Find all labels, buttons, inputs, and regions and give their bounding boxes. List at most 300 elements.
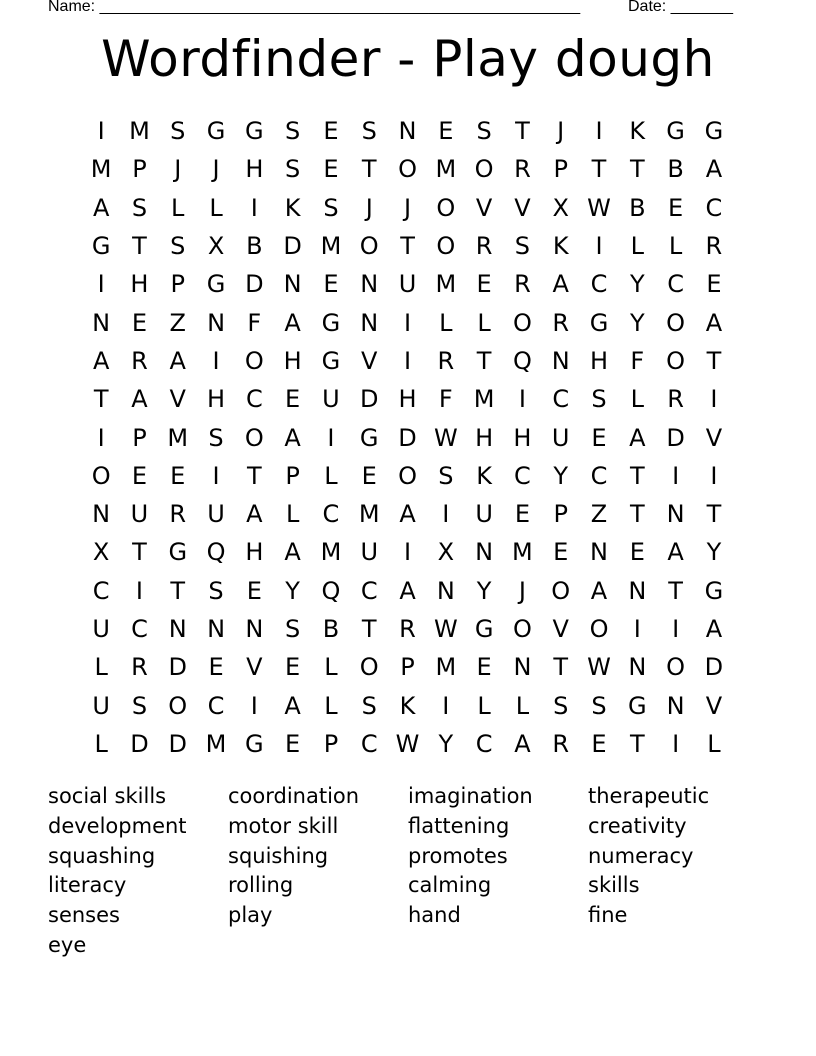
grid-letter[interactable]: S xyxy=(591,385,607,414)
grid-letter[interactable]: M xyxy=(320,538,342,567)
grid-letter[interactable]: K xyxy=(399,691,416,720)
grid-letter[interactable]: T xyxy=(706,346,722,375)
grid-letter[interactable]: O xyxy=(551,576,571,605)
grid-letter[interactable]: P xyxy=(170,270,185,299)
grid-letter[interactable]: L xyxy=(477,691,491,720)
grid-letter[interactable]: L xyxy=(630,385,644,414)
grid-letter[interactable]: U xyxy=(398,270,417,299)
grid-letter[interactable]: C xyxy=(360,576,378,605)
grid-letter[interactable]: S xyxy=(553,691,569,720)
grid-letter[interactable]: O xyxy=(512,308,532,337)
grid-letter[interactable]: J xyxy=(365,193,373,222)
grid-letter[interactable]: C xyxy=(207,691,225,720)
grid-letter[interactable]: G xyxy=(589,308,609,337)
grid-letter[interactable]: E xyxy=(668,193,684,222)
grid-letter[interactable]: A xyxy=(705,615,723,643)
grid-letter[interactable]: M xyxy=(435,155,457,184)
grid-letter[interactable]: T xyxy=(591,155,607,184)
grid-letter[interactable]: D xyxy=(168,653,187,682)
grid-letter[interactable]: J xyxy=(174,155,182,184)
grid-letter[interactable]: I xyxy=(518,385,526,414)
grid-letter[interactable]: L xyxy=(209,193,223,222)
grid-letter[interactable]: H xyxy=(283,346,302,375)
grid-letter[interactable]: T xyxy=(132,538,147,567)
word-list-item: imagination xyxy=(408,784,533,808)
grid-letter[interactable]: O xyxy=(359,232,379,261)
grid-letter[interactable]: Y xyxy=(476,576,492,605)
grid-letter[interactable]: G xyxy=(245,117,264,146)
grid-letter[interactable]: S xyxy=(131,193,148,222)
grid-letter[interactable]: N xyxy=(666,500,685,529)
grid-letter[interactable]: Y xyxy=(706,538,722,567)
grid-letter[interactable]: M xyxy=(358,500,380,529)
grid-letter[interactable]: L xyxy=(171,193,185,222)
grid-letter[interactable]: L xyxy=(94,729,108,758)
grid-letter[interactable]: T xyxy=(93,385,109,414)
grid-letter[interactable]: N xyxy=(360,270,379,299)
grid-letter[interactable]: S xyxy=(285,117,301,146)
grid-letter[interactable]: E xyxy=(285,729,301,758)
grid-letter[interactable]: V xyxy=(475,193,493,222)
grid-letter[interactable]: G xyxy=(91,232,111,261)
grid-letter[interactable]: T xyxy=(706,500,722,529)
grid-letter[interactable]: A xyxy=(92,193,110,222)
grid-letter[interactable]: G xyxy=(628,691,647,720)
grid-letter[interactable]: G xyxy=(321,346,341,375)
grid-letter[interactable]: Q xyxy=(512,346,532,375)
grid-letter[interactable]: O xyxy=(666,653,686,682)
grid-letter[interactable]: O xyxy=(359,653,379,682)
grid-letter[interactable]: H xyxy=(513,423,532,452)
grid-letter[interactable]: P xyxy=(285,461,300,490)
grid-letter[interactable]: F xyxy=(630,346,645,375)
grid-letter[interactable]: I xyxy=(710,385,718,414)
grid-letter[interactable]: I xyxy=(403,538,412,567)
grid-letter[interactable]: T xyxy=(515,117,530,146)
grid-letter[interactable]: S xyxy=(170,117,186,146)
grid-letter[interactable]: R xyxy=(131,346,148,375)
grid-letter[interactable]: Z xyxy=(169,308,186,337)
grid-letter[interactable]: A xyxy=(705,308,723,337)
grid-letter[interactable]: G xyxy=(206,270,226,299)
grid-letter[interactable]: E xyxy=(706,270,722,299)
letter-grid xyxy=(82,112,734,758)
grid-letter[interactable]: P xyxy=(553,500,568,529)
grid-letter[interactable]: O xyxy=(589,615,609,643)
grid-letter[interactable]: C xyxy=(322,500,340,529)
grid-letter[interactable]: O xyxy=(512,615,532,643)
grid-letter[interactable]: L xyxy=(630,232,644,261)
grid-letter[interactable]: C xyxy=(590,461,608,490)
grid-letter[interactable]: O xyxy=(168,691,188,720)
grid-letter[interactable]: S xyxy=(323,193,339,222)
grid-letter[interactable]: C xyxy=(245,385,263,414)
grid-letter[interactable]: T xyxy=(629,500,645,529)
grid-letter[interactable]: A xyxy=(590,576,608,605)
grid-letter[interactable]: Y xyxy=(629,270,645,299)
grid-letter[interactable]: L xyxy=(324,461,338,490)
grid-letter[interactable]: V xyxy=(169,385,186,414)
grid-letter[interactable]: L xyxy=(324,653,338,682)
grid-letter[interactable]: P xyxy=(132,423,147,452)
grid-letter[interactable]: I xyxy=(710,461,718,490)
grid-letter[interactable]: H xyxy=(589,346,609,375)
grid-letter[interactable]: C xyxy=(131,615,148,643)
grid-letter[interactable]: R xyxy=(514,270,531,299)
grid-letter[interactable]: I xyxy=(403,308,412,337)
grid-letter[interactable]: T xyxy=(361,155,377,184)
grid-letter[interactable]: C xyxy=(667,270,684,299)
grid-letter[interactable]: I xyxy=(250,193,258,222)
grid-letter[interactable]: B xyxy=(629,193,646,222)
grid-letter[interactable]: L xyxy=(707,729,721,758)
grid-letter[interactable]: E xyxy=(131,461,148,490)
grid-letter[interactable]: I xyxy=(633,615,641,643)
grid-row xyxy=(82,189,734,227)
grid-letter[interactable]: L xyxy=(324,691,338,720)
grid-letter[interactable]: L xyxy=(515,691,530,720)
grid-letter[interactable]: T xyxy=(629,155,645,184)
grid-letter[interactable]: N xyxy=(283,270,302,299)
grid-letter[interactable]: C xyxy=(705,193,723,222)
grid-letter[interactable]: I xyxy=(672,615,680,643)
grid-letter[interactable]: R xyxy=(514,155,531,184)
grid-letter[interactable]: N xyxy=(628,576,647,605)
grid-letter[interactable]: A xyxy=(284,423,301,452)
grid-letter[interactable]: G xyxy=(321,308,341,337)
grid-letter[interactable]: R xyxy=(552,729,570,758)
grid-letter[interactable]: E xyxy=(285,653,301,682)
grid-letter[interactable]: S xyxy=(361,691,377,720)
grid-letter[interactable]: N xyxy=(245,615,264,643)
grid-letter[interactable]: T xyxy=(629,729,645,758)
grid-letter[interactable]: O xyxy=(666,308,686,337)
grid-letter[interactable]: L xyxy=(439,308,453,337)
grid-letter[interactable]: W xyxy=(587,653,611,682)
grid-letter[interactable]: U xyxy=(322,385,340,414)
grid-letter[interactable]: C xyxy=(514,461,531,490)
grid-letter[interactable]: N xyxy=(551,346,570,375)
grid-letter[interactable]: E xyxy=(285,385,301,414)
grid-letter[interactable]: O xyxy=(666,346,686,375)
grid-letter[interactable]: G xyxy=(359,423,379,452)
grid-letter[interactable]: M xyxy=(435,270,457,299)
grid-letter[interactable]: T xyxy=(400,232,415,261)
grid-letter[interactable]: U xyxy=(92,691,110,720)
grid-letter[interactable]: S xyxy=(361,117,377,146)
grid-letter[interactable]: T xyxy=(361,615,377,643)
grid-letter[interactable]: E xyxy=(170,461,186,490)
grid-letter[interactable]: A xyxy=(667,538,684,567)
grid-letter[interactable]: C xyxy=(552,385,570,414)
grid-letter[interactable]: X xyxy=(207,232,225,261)
grid-letter[interactable]: B xyxy=(246,232,263,261)
grid-letter[interactable]: P xyxy=(400,653,415,682)
grid-letter[interactable]: G xyxy=(666,117,685,146)
grid-letter[interactable]: D xyxy=(398,423,417,452)
grid-letter[interactable]: E xyxy=(476,270,492,299)
grid-letter[interactable]: J xyxy=(518,576,526,605)
date-field[interactable]: Date: _______ xyxy=(628,0,733,15)
grid-letter[interactable]: A xyxy=(284,538,301,567)
grid-letter[interactable]: D xyxy=(283,232,302,261)
grid-letter[interactable]: B xyxy=(667,155,684,184)
grid-letter[interactable]: E xyxy=(514,500,530,529)
grid-letter[interactable]: Y xyxy=(629,308,645,337)
grid-letter[interactable]: A xyxy=(246,500,263,529)
grid-letter[interactable]: H xyxy=(130,270,149,299)
grid-letter[interactable]: S xyxy=(591,691,607,720)
grid-letter[interactable]: H xyxy=(398,385,417,414)
grid-letter[interactable]: C xyxy=(475,729,493,758)
grid-letter[interactable]: A xyxy=(92,346,110,375)
grid-letter[interactable]: S xyxy=(438,461,454,490)
grid-letter[interactable]: A xyxy=(284,691,301,720)
grid-letter[interactable]: H xyxy=(245,538,264,567)
grid-letter[interactable]: A xyxy=(629,423,646,452)
grid-letter[interactable]: H xyxy=(475,423,494,452)
grid-letter[interactable]: O xyxy=(398,461,417,490)
grid-letter[interactable]: O xyxy=(244,423,264,452)
grid-letter[interactable]: I xyxy=(327,423,335,452)
grid-letter[interactable]: I xyxy=(672,461,680,490)
grid-letter[interactable]: R xyxy=(705,232,723,261)
grid-letter[interactable]: H xyxy=(207,385,226,414)
grid-letter[interactable]: F xyxy=(247,308,262,337)
grid-row xyxy=(82,495,734,533)
grid-letter[interactable]: C xyxy=(92,576,110,605)
grid-letter[interactable]: H xyxy=(245,155,264,184)
grid-letter[interactable]: S xyxy=(285,615,301,643)
grid-letter[interactable]: I xyxy=(250,691,258,720)
grid-letter[interactable]: U xyxy=(360,538,379,567)
grid-letter[interactable]: F xyxy=(438,385,453,414)
grid-letter[interactable]: I xyxy=(135,576,143,605)
grid-letter[interactable]: Y xyxy=(553,461,569,490)
grid-letter[interactable]: Q xyxy=(206,538,226,567)
grid-letter[interactable]: R xyxy=(437,346,455,375)
grid-letter[interactable]: I xyxy=(442,691,450,720)
grid-letter[interactable]: I xyxy=(442,500,450,529)
grid-letter[interactable]: O xyxy=(436,232,456,261)
grid-letter[interactable]: L xyxy=(668,232,683,261)
grid-letter[interactable]: N xyxy=(168,615,187,643)
grid-letter[interactable]: X xyxy=(437,538,455,567)
grid-letter[interactable]: G xyxy=(704,117,724,146)
grid-letter[interactable]: T xyxy=(668,576,683,605)
grid-letter[interactable]: E xyxy=(591,423,607,452)
grid-letter[interactable]: L xyxy=(285,500,300,529)
grid-letter[interactable]: N xyxy=(360,308,379,337)
grid-letter[interactable]: A xyxy=(399,500,416,529)
grid-letter[interactable]: V xyxy=(361,346,378,375)
grid-letter[interactable]: L xyxy=(477,308,491,337)
grid-letter[interactable]: E xyxy=(323,117,339,146)
grid-letter[interactable]: A xyxy=(399,576,416,605)
grid-letter[interactable]: J xyxy=(212,155,220,184)
grid-letter[interactable]: G xyxy=(168,538,188,567)
grid-row xyxy=(82,227,734,265)
grid-letter[interactable]: J xyxy=(403,193,412,222)
grid-letter[interactable]: T xyxy=(553,653,569,682)
grid-letter[interactable]: D xyxy=(245,270,264,299)
grid-letter[interactable]: A xyxy=(552,270,569,299)
word-list-item: coordination xyxy=(228,784,360,808)
grid-letter[interactable]: Y xyxy=(285,576,300,605)
grid-letter[interactable]: K xyxy=(476,461,492,490)
grid-letter[interactable]: D xyxy=(666,423,685,452)
grid-letter[interactable]: A xyxy=(131,385,148,414)
grid-letter[interactable]: I xyxy=(403,346,412,375)
grid-letter[interactable]: I xyxy=(97,270,105,299)
grid-letter[interactable]: E xyxy=(323,155,339,184)
grid-letter[interactable]: U xyxy=(207,500,225,529)
grid-letter[interactable]: E xyxy=(629,538,645,567)
grid-letter[interactable]: A xyxy=(284,308,301,337)
grid-letter[interactable]: I xyxy=(97,423,105,452)
grid-letter[interactable]: D xyxy=(168,729,187,758)
grid-letter[interactable]: O xyxy=(436,193,456,222)
grid-letter[interactable]: O xyxy=(244,346,264,375)
grid-letter[interactable]: I xyxy=(595,117,603,146)
grid-letter[interactable]: T xyxy=(476,346,492,375)
grid-letter[interactable]: E xyxy=(208,653,224,682)
grid-letter[interactable]: N xyxy=(513,653,532,682)
grid-letter[interactable]: O xyxy=(474,155,494,184)
grid-letter[interactable]: K xyxy=(552,232,569,261)
grid-letter[interactable]: E xyxy=(476,653,492,682)
grid-letter[interactable]: R xyxy=(475,232,493,261)
grid-letter[interactable]: R xyxy=(667,385,684,414)
grid-letter[interactable]: U xyxy=(130,500,149,529)
grid-letter[interactable]: M xyxy=(90,155,112,184)
grid-letter[interactable]: K xyxy=(629,117,646,146)
grid-letter[interactable]: S xyxy=(514,232,531,261)
grid-letter[interactable]: E xyxy=(438,117,454,146)
grid-letter[interactable]: M xyxy=(167,423,189,452)
grid-letter[interactable]: X xyxy=(92,538,110,567)
grid-letter[interactable]: O xyxy=(398,155,417,184)
grid-letter[interactable]: S xyxy=(208,423,224,452)
grid-letter[interactable]: N xyxy=(92,308,111,337)
grid-letter[interactable]: E xyxy=(591,729,607,758)
grid-letter[interactable]: B xyxy=(322,615,340,643)
grid-letter[interactable]: W xyxy=(433,615,458,643)
word-list-item: promotes xyxy=(408,843,508,868)
grid-letter[interactable]: J xyxy=(557,117,565,146)
grid-letter[interactable]: I xyxy=(212,461,220,490)
grid-letter[interactable]: E xyxy=(246,576,262,605)
grid-letter[interactable]: M xyxy=(512,538,533,567)
grid-letter[interactable]: N xyxy=(398,117,417,146)
grid-letter[interactable]: V xyxy=(246,653,263,682)
grid-letter[interactable]: W xyxy=(433,423,458,452)
name-field[interactable]: Name: ______________________________________________________ xyxy=(48,0,581,15)
grid-letter[interactable]: A xyxy=(705,155,723,184)
grid-letter[interactable]: L xyxy=(94,653,108,682)
grid-letter[interactable]: N xyxy=(207,308,226,337)
grid-letter[interactable]: Y xyxy=(438,729,454,758)
grid-letter[interactable]: O xyxy=(91,461,111,490)
grid-row xyxy=(82,380,734,418)
grid-letter[interactable]: A xyxy=(514,729,531,758)
grid-letter[interactable]: R xyxy=(399,615,416,643)
grid-letter[interactable]: U xyxy=(92,615,110,643)
grid-letter[interactable]: M xyxy=(129,117,150,146)
word-list-item: flattening xyxy=(408,813,510,838)
grid-letter[interactable]: V xyxy=(514,193,531,222)
grid-letter[interactable]: E xyxy=(553,538,569,567)
grid-letter[interactable]: W xyxy=(587,193,611,222)
grid-letter[interactable]: M xyxy=(320,232,342,261)
grid-letter[interactable]: T xyxy=(247,461,262,490)
grid-letter[interactable]: N xyxy=(475,538,494,567)
grid-letter[interactable]: N xyxy=(92,500,111,529)
grid-letter[interactable]: P xyxy=(132,155,147,184)
grid-letter[interactable]: Q xyxy=(321,576,341,605)
grid-letter[interactable]: G xyxy=(474,615,494,643)
grid-letter[interactable]: T xyxy=(132,232,147,261)
grid-letter[interactable]: T xyxy=(629,461,645,490)
grid-letter[interactable]: T xyxy=(170,576,186,605)
grid-letter[interactable]: M xyxy=(205,729,227,758)
grid-letter[interactable]: R xyxy=(131,653,148,682)
grid-letter[interactable]: I xyxy=(97,117,105,146)
grid-letter[interactable]: Z xyxy=(590,500,608,529)
grid-letter[interactable]: G xyxy=(206,117,226,146)
grid-letter[interactable]: S xyxy=(170,232,186,261)
grid-letter[interactable]: G xyxy=(704,576,724,605)
grid-letter[interactable]: P xyxy=(553,155,568,184)
grid-letter[interactable]: S xyxy=(208,576,224,605)
grid-letter[interactable]: S xyxy=(285,155,301,184)
grid-letter[interactable]: E xyxy=(323,270,339,299)
grid-letter[interactable]: U xyxy=(551,423,570,452)
grid-letter[interactable]: M xyxy=(435,653,457,682)
grid-letter[interactable]: U xyxy=(475,500,493,529)
grid-letter[interactable]: C xyxy=(360,729,378,758)
grid-letter[interactable]: I xyxy=(595,232,603,261)
grid-letter[interactable]: I xyxy=(212,346,220,375)
grid-letter[interactable]: A xyxy=(169,346,186,375)
grid-letter[interactable]: P xyxy=(323,729,339,758)
grid-letter[interactable]: V xyxy=(705,691,723,720)
grid-letter[interactable]: N xyxy=(666,691,685,720)
grid-letter[interactable]: N xyxy=(436,576,455,605)
grid-letter[interactable]: E xyxy=(361,461,377,490)
grid-letter[interactable]: E xyxy=(131,308,148,337)
grid-letter[interactable]: G xyxy=(245,729,264,758)
grid-letter[interactable]: W xyxy=(395,729,420,758)
grid-letter[interactable]: N xyxy=(628,653,647,682)
grid-letter[interactable]: I xyxy=(672,729,680,758)
grid-letter[interactable]: K xyxy=(284,193,301,222)
grid-letter[interactable]: D xyxy=(130,729,149,758)
grid-letter[interactable]: D xyxy=(359,385,379,414)
grid-letter[interactable]: M xyxy=(473,385,495,414)
grid-letter[interactable]: V xyxy=(552,615,569,643)
grid-letter[interactable]: R xyxy=(169,500,187,529)
grid-letter[interactable]: S xyxy=(131,691,148,720)
grid-letter[interactable]: R xyxy=(552,308,570,337)
grid-letter[interactable]: X xyxy=(552,193,569,222)
grid-letter[interactable]: N xyxy=(207,615,226,643)
grid-letter[interactable]: S xyxy=(476,117,492,146)
grid-letter[interactable]: V xyxy=(705,423,723,452)
grid-letter[interactable]: D xyxy=(704,653,724,682)
grid-letter[interactable]: N xyxy=(590,538,608,567)
grid-letter[interactable]: C xyxy=(590,270,608,299)
